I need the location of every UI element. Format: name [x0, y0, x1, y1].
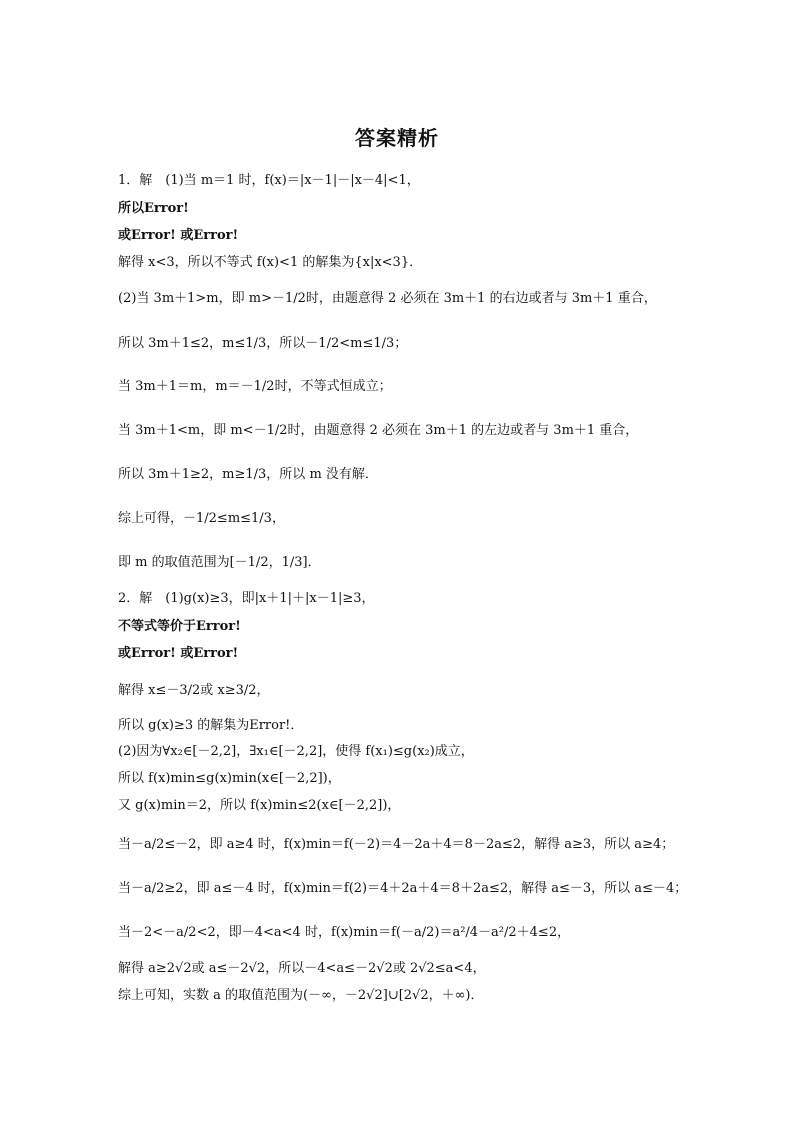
text-line: 当－a/2≥2，即 a≤－4 时，f(x)min＝f(2)＝4＋2a＋4＝8＋2a≤2，解得 a≤－3，所以 a≤－4；: [118, 881, 688, 896]
text-line: 所以 3m＋1≤2，m≤1/3，所以－1/2<m≤1/3；: [118, 336, 408, 351]
text-line: 解得 x<3，所以不等式 f(x)<1 的解集为{x|x<3}．: [118, 255, 423, 270]
text-line: 1．解 (1)当 m＝1 时，f(x)＝|x－1|－|x－4|<1，: [118, 173, 420, 188]
text-line: 不等式等价于Error!: [118, 619, 241, 634]
text-line: 综上可得，－1/2≤m≤1/3，: [118, 511, 285, 526]
text-line: 或Error! 或Error!: [118, 646, 239, 661]
text-line: 所以 3m＋1≥2，m≥1/3，所以 m 没有解．: [118, 467, 378, 482]
page-title: 答案精析: [355, 126, 439, 150]
text-line: (2)因为∀x₂∈[－2,2]，∃x₁∈[－2,2]，使得 f(x₁)≤g(x₂)成立，: [118, 744, 474, 759]
text-line: 又 g(x)min＝2，所以 f(x)min≤2(x∈[－2,2])，: [118, 798, 401, 813]
text-line: 解得 a≥2√2或 a≤－2√2，所以－4<a≤－2√2或 2√2≤a<4，: [118, 961, 486, 976]
text-line: 所以 g(x)≥3 的解集为Error!．: [118, 718, 304, 733]
text-line: 所以Error!: [118, 201, 189, 216]
text-line: 综上可知，实数 a 的取值范围为(－∞，－2√2]∪[2√2，＋∞)．: [118, 988, 484, 1003]
text-line: 当 3m＋1＝m，m＝－1/2时，不等式恒成立；: [118, 379, 392, 394]
text-line: 所以 f(x)min≤g(x)min(x∈[－2,2])，: [118, 771, 341, 786]
text-line: (2)当 3m＋1>m，即 m>－1/2时，由题意得 2 必须在 3m＋1 的右边或者与 3m＋1 重合，: [118, 291, 657, 306]
text-line: 或Error! 或Error!: [118, 228, 239, 243]
text-line: 当－a/2≤－2，即 a≥4 时，f(x)min＝f(－2)＝4－2a＋4＝8－2a≤2，解得 a≥3，所以 a≥4；: [118, 837, 675, 852]
text-line: 2．解 (1)g(x)≥3，即|x＋1|＋|x－1|≥3，: [118, 591, 375, 606]
text-line: 当－2<－a/2<2，即－4<a<4 时，f(x)min＝f(－a/2)＝a²/4－a²/2＋4≤2，: [118, 925, 571, 940]
text-line: 解得 x≤－3/2或 x≥3/2，: [118, 683, 270, 698]
text-line: 即 m 的取值范围为[－1/2，1/3]．: [118, 555, 321, 570]
text-line: 当 3m＋1<m，即 m<－1/2时，由题意得 2 必须在 3m＋1 的左边或者与 3m＋1 重合，: [118, 423, 639, 438]
